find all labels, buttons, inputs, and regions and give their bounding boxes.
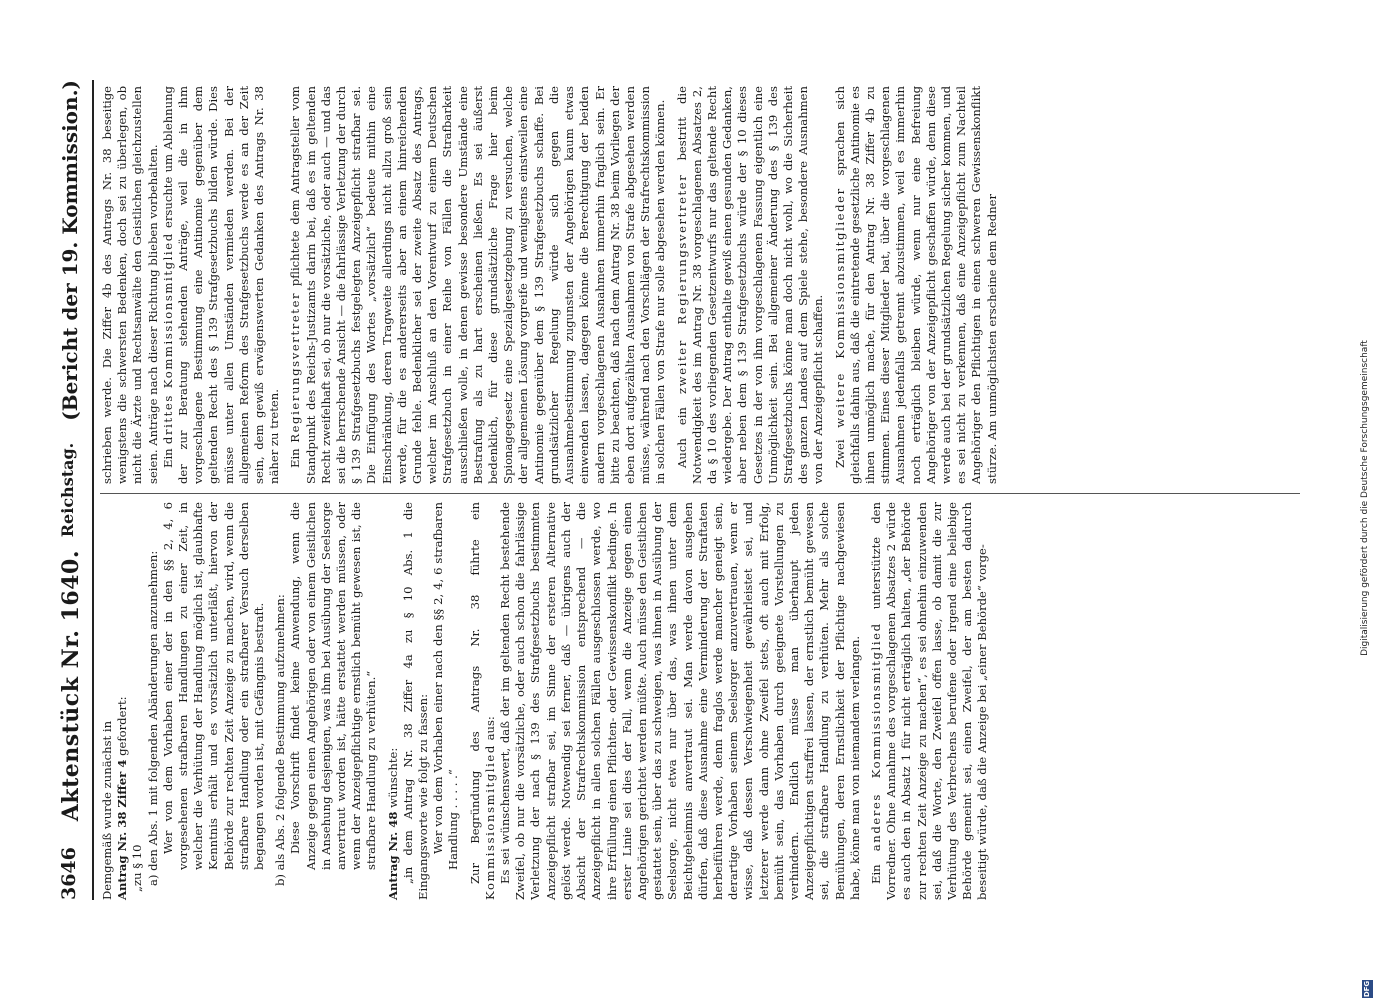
paragraph: „zu § 10 [130, 844, 145, 892]
paragraph: „in dem Antrag Nr. 38 Ziffer 4a zu § 10 Abs. 1 die Eingangsworte wie folgt zu fassen: [400, 502, 431, 900]
header-rule [92, 80, 94, 900]
document-number: Aktenstück Nr. 1640. [58, 550, 84, 822]
paragraph: Antrag Nr. 48 wünschte: [385, 747, 400, 900]
paragraph: Ein anderes Kommissionsmitglied unterstützte den Vorredner. Ohne Annahme des vorgeschlagenen Absatzes 2 würde es auch den in Absatz 1 für nicht erträglich halten, „der Behörde zur rechten Zeit Anzeige zu machen“, es sei ohnehin einzuwenden sei, daß die Worte, den Zweifel offen lasse, ob damit die zur Verhütung des Verbrechens berufene oder irgend eine beliebige Behörde gemeint sei, einen Zweifel, der am besten dadurch beseitigt würde, daß die Anzeige bei „einer Behörde“ vorge- [868, 502, 990, 900]
paragraph: Es sei wünschenswert, daß der im geltenden Recht bestehende Zweifel, ob nur die vorsätzliche, oder auch schon die fahrlässige Verletzung der nach § 139 des Strafgesetzbuchs bestimmten Anzeigepflicht strafbar sei, im Sinne der ersteren Alternative gelöst werde. Notwendig sei ferner, daß — übrigens auch der Absicht der Strafrechtskommission entsprechend — die Anzeigepflicht in allen solchen Fällen ausgeschlossen werde, wo ihre Erfüllung einen Pflichten- oder Gewissenskonflikt bedinge. In erster Linie sei dies der Fall, wenn die Anzeige gegen einen Angehörigen gerichtet werden müßte. Auch müsse den Geistlichen gestattet sein, über das zu schweigen, was ihnen in Ausübung der Seelsorge, nicht etwa nur über das, was ihnen unter dem Beichtgeheimnis anvertraut sei. Man werde davon ausgehen dürfen, daß diese Ausnahme eine Verminderung der Straftaten herbeiführen werde, denn fraglos werde mancher geneigt sein, derartige Vorhaben seinem Seelsorger anzuvertrauen, wenn er wisse, daß dessen Verschwiegenheit gewährleistet sei, und letzterer werde dann ohne Zweifel stets, oft auch mit Erfolg, bemüht sein, das Vorhaben durch geeignete Vorstellungen zu verhindern. Endlich müsse man überhaupt jeden Anzeigepflichtigen straffrei lassen, der ernstlich bemüht gewesen sei, die strafbare Handlung zu verhüten. Mehr als solche Bemühungen, deren Ernstlichkeit der Pflichtige nachgewiesen habe, könne man von niemandem verlangen. [498, 502, 862, 900]
paragraph: Demgemäß wurde zunächst in [100, 720, 114, 900]
paragraph: Ein Regierungsvertreter pflichtete dem Antragsteller vom Standpunkt des Reichs-Justizamts darin bei, daß es im geltenden Recht zweifelhaft sei, ob nur die vorsätzliche, oder auch — und das sei die herrschende Ansicht — die fahrlässige Verletzung der durch § 139 Strafgesetzbuchs festgelegten Anzeigepflicht strafbar sei. Die Einfügung des Wortes „vorsätzlich“ bedeute mithin eine Einschränkung, deren Tragweite allerdings nicht allzu groß sein werde, für die es andererseits aber an einem hinreichenden Grunde fehle. Bedenklicher sei der zweite Absatz des Antrags, welcher im Anschluß an den Vorentwurf zu einem Deutschen Strafgesetzbuch in einer Reihe von Fällen die Strafbarkeit ausschließen wolle, in denen gewisse besondere Umstände eine Bestrafung als zu hart erscheinen ließen. Es sei äußerst bedenklich, für diese grundsätzliche Frage hier beim Spionagegesetz eine Spezialgesetzgebung zu versuchen, welche der allgemeinen Lösung vorgreife und wenigstens einstweilen eine Antinomie gegenüber dem § 139 Strafgesetzbuchs schaffe. Bei grundsätzlicher Regelung würde sich gegen die Ausnahmebestimmung zugunsten der Angehörigen kaum etwas einwenden lassen, dagegen könne die Berechtigung der beiden andern vorgeschlagenen Ausnahmen immerhin fraglich sein. Er bitte zu beachten, daß nach dem Antrag Nr. 38 beim Vorliegen der eben dort aufgezählten Ausnahmen von Strafe abgesehen werden müsse, während nach den Vorschlägen der Strafrechtskommission in solchen Fällen von Strafe nur solle abgesehen werden können. [288, 86, 668, 484]
left-column [100, 502, 991, 900]
paragraph: Zwei weitere Kommissionsmitglieder sprachen sich gleichfalls dahin aus, daß die eintretende gesetzliche Antinomie es ihnen unmöglich mache, für den Antrag Nr. 38 Ziffer 4b zu stimmen. Eines dieser Mitglieder bat, über die vorgeschlagenen Ausnahmen jedenfalls getrennt abzustimmen, weil es immerhin noch erträglich bleiben würde, wenn nur eine Befreiung Angehöriger von der Anzeigepflicht geschaffen würde, denn diese werde auch bei der grundsätzlichen Regelung sicher kommen, und es sei nicht zu verkennen, daß eine Anzeigepflicht zum Nachteil Angehöriger den Pflichtigen in einen schweren Gewissenskonflikt stürze. Am unmöglichsten erscheine dem Redner [832, 85, 999, 484]
paragraph: Antrag Nr. 38 Ziffer 4 gefordert: [115, 696, 130, 900]
quoted-provision: Diese Vorschrift findet keine Anwendung, wenn die Anzeige gegen einen Angehörigen oder von einem Geistlichen in Ansehung desjenigen, was ihm bei Ausübung der Seelsorge anvertraut worden ist, hätte erstattet werden müssen, oder wenn der Anzeigepflichtige ernstlich bemüht gewesen ist, die strafbare Handlung zu verhüten.“ [288, 502, 379, 870]
list-item: a) den Abs. 1 mit folgenden Abänderungen anzunehmen: [145, 550, 160, 886]
right-column [100, 86, 1000, 484]
digitization-note: Digitalisierung gefördert durch die Deutsche Forschungsgemeinschaft [1360, 340, 1370, 656]
report-title: (Bericht der 19. Kommission.) [58, 80, 82, 421]
quoted-provision: Wer von dem Vorhaben einer nach den §§ 2, 4, 6 strafbaren Handlung . . . . .“ [431, 502, 461, 870]
quoted-provision: Wer von dem Vorhaben einer der in den §§ 2, 4, 6 vorgesehenen strafbaren Handlungen zu einer Zeit, in welcher die Verhütung der Handlung möglich ist, glaubhafte Kenntnis erhält und es vorsätzlich unterläßt, hiervon der Behörde zur rechten Zeit Anzeige zu machen, wird, wenn die strafbare Handlung oder ein strafbarer Versuch derselben begangen worden ist, mit Gefängnis bestraft. [160, 502, 267, 870]
page-header [58, 80, 92, 900]
dfg-logo: DFG [1363, 980, 1371, 998]
column-separator [100, 493, 1300, 494]
page-number: 3646 [58, 847, 80, 900]
list-item: b) als Abs. 2 folgende Bestimmung aufzunehmen: [273, 594, 288, 886]
paragraph: schrieben werde. Die Ziffer 4b des Antrags Nr. 38 beseitige wenigstens die schwersten Bedenken, doch sei zu überlegen, ob nicht die Ärzte und Rechtsanwälte den Geistlichen gleichzustellen seien. Anträge nach dieser Richtung blieben vorbehalten. [100, 86, 160, 484]
paragraph: Ein drittes Kommissionsmitglied ersuchte um Ablehnung der zur Beratung stehenden Anträge, weil die in ihm vorgeschlagene Bestimmung eine Antinomie gegenüber dem geltenden Recht des § 139 Strafgesetzbuchs bilden würde. Dies müsse unter allen Umständen vermieden werden. Bei der allgemeinen Reform des Strafgesetzbuchs werde es an der Zeit sein, dem gewiß erwägenswerten Gedanken des Antrags Nr. 38 näher zu treten. [160, 86, 282, 484]
paragraph: Auch ein zweiter Regierungsvertreter bestritt die Notwendigkeit des im Antrag Nr. 38 vorgeschlagenen Absatzes 2, da § 10 des vorliegenden Gesetzentwurfs nur das geltende Recht wiedergebe. Der Antrag enthalte gewiß einen gesunden Gedanken, aber neben dem § 139 Strafgesetzbuchs würde der § 10 dieses Gesetzes in der von ihm vorgeschlagenen Fassung eigentlich eine Unmöglichkeit sein. Bei allgemeiner Änderung des § 139 des Strafgesetzbuchs könne man doch nicht wohl, wo die Sicherheit des ganzen Landes auf dem Spiele stehe, besondere Ausnahmen von der Anzeigepflicht schaffen. [674, 86, 826, 484]
paragraph: Zur Begründung des Antrags Nr. 38 führte ein Kommissionsmitglied aus: [467, 502, 497, 900]
header-title: Reichstag. [58, 442, 77, 538]
